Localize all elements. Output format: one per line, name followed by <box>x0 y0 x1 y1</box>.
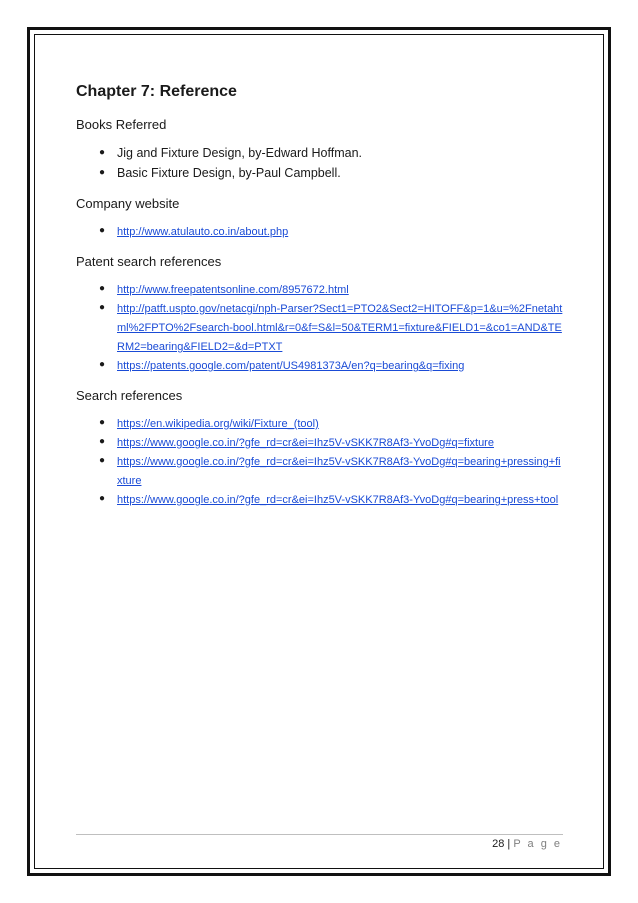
reference-link[interactable]: https://en.wikipedia.org/wiki/Fixture_(tool) <box>117 418 319 430</box>
bullet-icon: ● <box>99 302 106 313</box>
footer-divider <box>76 834 563 835</box>
reference-link[interactable]: https://www.google.co.in/?gfe_rd=cr&ei=Ihz5V-vSKK7R8Af3-YvoDg#q=bearing+pressing+fixture <box>117 456 561 487</box>
bullet-icon: ● <box>99 436 106 447</box>
books-list <box>76 143 566 183</box>
bullet-icon: ● <box>99 417 106 428</box>
section-heading-company: Company website <box>76 196 180 211</box>
section-heading-patents: Patent search references <box>76 254 222 269</box>
reference-link[interactable]: http://www.atulauto.co.in/about.php <box>117 226 289 238</box>
company-list <box>76 222 566 241</box>
list-item <box>76 414 566 433</box>
bullet-icon: ● <box>99 493 106 504</box>
page-word: P a g e <box>513 838 562 850</box>
reference-link[interactable]: https://patents.google.com/patent/US4981373A/en?q=bearing&q=fixing <box>117 360 465 372</box>
list-item <box>76 143 566 163</box>
book-reference: Basic Fixture Design, by-Paul Campbell. <box>117 166 341 180</box>
page-separator: | <box>507 838 511 850</box>
bullet-icon: ● <box>99 147 106 158</box>
search-list <box>76 414 566 509</box>
page-number: 28 <box>492 838 505 850</box>
list-item <box>76 299 566 356</box>
list-item <box>76 433 566 452</box>
list-item <box>76 163 566 183</box>
reference-link[interactable]: https://www.google.co.in/?gfe_rd=cr&ei=Ihz5V-vSKK7R8Af3-YvoDg#q=bearing+press+tool <box>117 494 559 506</box>
chapter-title: Chapter 7: Reference <box>76 83 237 100</box>
reference-link[interactable]: http://patft.uspto.gov/netacgi/nph-Parser?Sect1=PTO2&Sect2=HITOFF&p=1&u=%2Fnetahtml%2FPTO%2Fsearch-bool.html&r=0&f=S&l=50&TERM1=fixture&FIELD1=&co1=AND&TERM2=bearing&FIELD2=&d=PTXT <box>117 303 563 353</box>
list-item <box>76 452 566 490</box>
book-reference: Jig and Fixture Design, by-Edward Hoffman. <box>117 146 363 160</box>
reference-link[interactable]: https://www.google.co.in/?gfe_rd=cr&ei=Ihz5V-vSKK7R8Af3-YvoDg#q=fixture <box>117 437 494 449</box>
bullet-icon: ● <box>99 283 106 294</box>
document-content <box>76 82 566 521</box>
bullet-icon: ● <box>99 455 106 466</box>
list-item <box>76 356 566 375</box>
bullet-icon: ● <box>99 359 106 370</box>
bullet-icon: ● <box>99 225 106 236</box>
list-item <box>76 222 566 241</box>
bullet-icon: ● <box>99 167 106 178</box>
list-item <box>76 490 566 509</box>
section-heading-books: Books Referred <box>76 117 167 132</box>
patent-list <box>76 280 566 375</box>
section-heading-search: Search references <box>76 388 183 403</box>
page-footer <box>492 838 562 850</box>
reference-link[interactable]: http://www.freepatentsonline.com/8957672.html <box>117 284 349 296</box>
list-item <box>76 280 566 299</box>
